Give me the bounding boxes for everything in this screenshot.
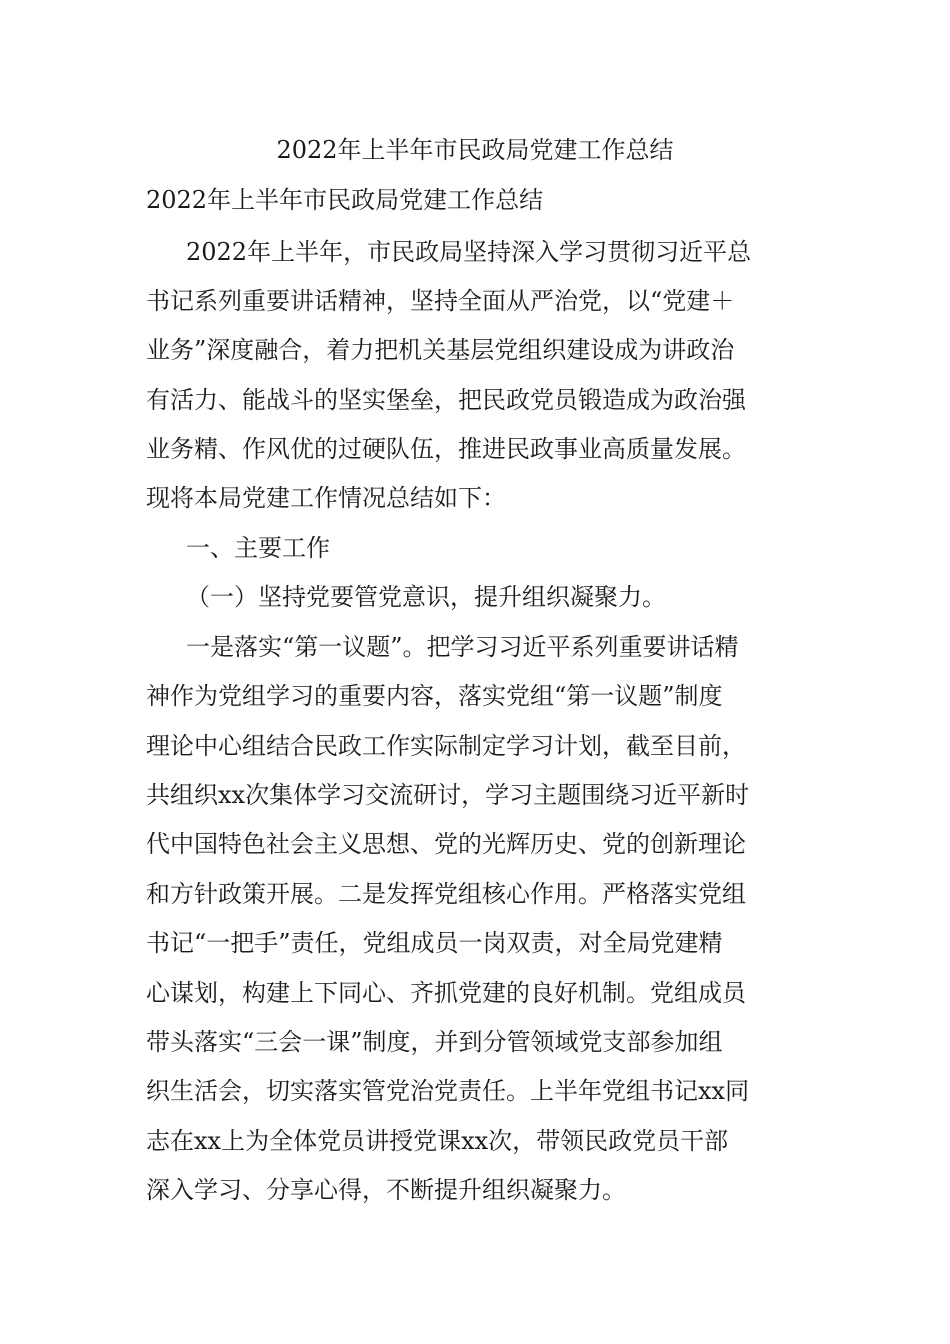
body-line: 有活力、能战斗的坚实堡垒，把民政党员锻造成为政治强 [146, 386, 746, 414]
body-line: 一是落实“第一议题”。把学习习近平系列重要讲话精 [186, 633, 739, 661]
section-heading: 一、主要工作 [186, 534, 330, 562]
body-line: 心谋划，构建上下同心、齐抓党建的良好机制。党组成员 [146, 979, 746, 1007]
body-line: 神作为党组学习的重要内容，落实党组“第一议题”制度 [146, 682, 723, 710]
body-line: 理论中心组结合民政工作实际制定学习计划，截至目前， [146, 732, 746, 760]
body-line: 业务精、作风优的过硬队伍，推进民政事业高质量发展。 [146, 435, 746, 463]
document-subtitle: 2022年上半年市民政局党建工作总结 [146, 186, 544, 214]
body-line: 现将本局党建工作情况总结如下： [146, 484, 506, 512]
body-line: 共组织xx次集体学习交流研讨，学习主题围绕习近平新时 [146, 781, 750, 809]
body-line: 志在xx上为全体党员讲授党课xx次，带领民政党员干部 [146, 1127, 729, 1155]
document-title: 2022年上半年市民政局党建工作总结 [276, 136, 674, 164]
subsection-heading: （一）坚持党要管党意识，提升组织凝聚力。 [186, 583, 666, 611]
body-line: 深入学习、分享心得，不断提升组织凝聚力。 [146, 1176, 626, 1204]
body-line: 书记“一把手”责任，党组成员一岗双责，对全局党建精 [146, 929, 723, 957]
body-line: 织生活会，切实落实管党治党责任。上半年党组书记xx同 [146, 1077, 750, 1105]
body-line: 代中国特色社会主义思想、党的光辉历史、党的创新理论 [146, 830, 746, 858]
body-line: 和方针政策开展。二是发挥党组核心作用。严格落实党组 [146, 880, 746, 908]
body-line: 书记系列重要讲话精神，坚持全面从严治党，以“党建＋ [146, 287, 735, 315]
body-line: 带头落实“三会一课”制度，并到分管领域党支部参加组 [146, 1028, 723, 1056]
body-line: 2022年上半年，市民政局坚持深入学习贯彻习近平总 [186, 238, 752, 266]
body-line: 业务”深度融合，着力把机关基层党组织建设成为讲政治 [146, 336, 735, 364]
